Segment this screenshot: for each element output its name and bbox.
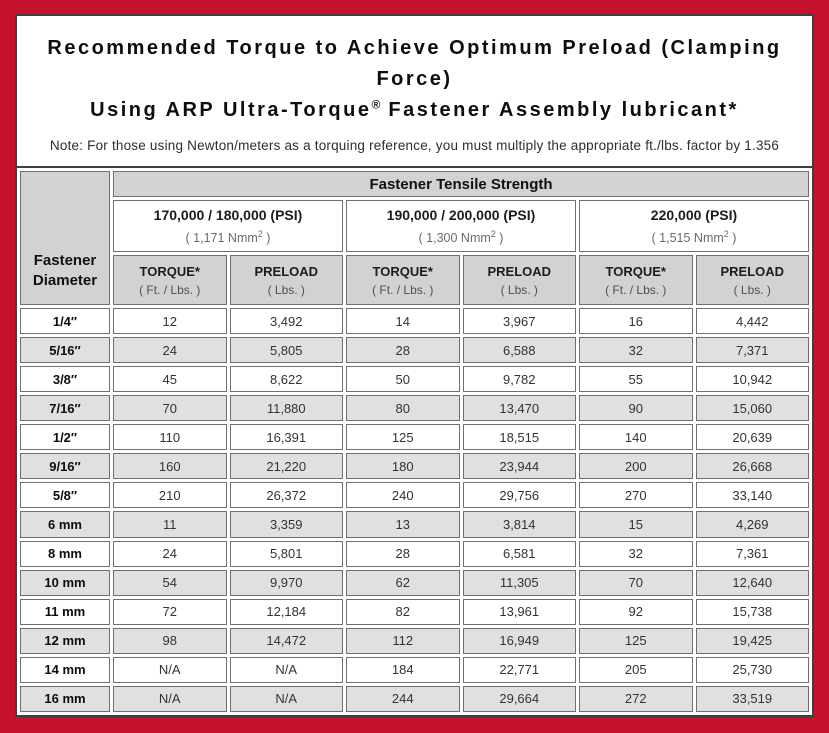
value-cell: 140 xyxy=(579,424,693,450)
fastener-diameter-cell: 5/16″ xyxy=(20,337,110,363)
value-cell: 9,970 xyxy=(230,570,344,596)
fastener-diameter-cell: 10 mm xyxy=(20,570,110,596)
fastener-diameter-cell: 3/8″ xyxy=(20,366,110,392)
nmm-label: ( 1,171 Nmm$^2$ ) xyxy=(185,228,271,246)
torque-column-header-3: TORQUE* ( Ft. / Lbs. ) xyxy=(579,255,693,305)
value-cell: 16,949 xyxy=(463,628,577,654)
value-cell: 54 xyxy=(113,570,227,596)
value-cell: 29,664 xyxy=(463,686,577,712)
value-cell: 6,588 xyxy=(463,337,577,363)
table-header-row-psi xyxy=(20,200,809,252)
value-cell: 90 xyxy=(579,395,693,421)
value-cell: 50 xyxy=(346,366,460,392)
value-cell: 5,805 xyxy=(230,337,344,363)
value-cell: N/A xyxy=(230,657,344,683)
tensile-strength-header: Fastener Tensile Strength xyxy=(113,171,809,197)
fastener-diameter-cell: 12 mm xyxy=(20,628,110,654)
title-block xyxy=(17,16,812,168)
value-cell: 29,756 xyxy=(463,482,577,508)
value-cell: 11,305 xyxy=(463,570,577,596)
fastener-diameter-header-line2: Diameter xyxy=(32,271,98,289)
torque-table-wrap xyxy=(17,168,812,715)
content-frame xyxy=(15,14,814,717)
value-cell: 45 xyxy=(113,366,227,392)
value-cell: 125 xyxy=(346,424,460,450)
table-row xyxy=(20,570,809,596)
title-line2-prefix: Using ARP Ultra-Torque xyxy=(90,99,372,121)
value-cell: 110 xyxy=(113,424,227,450)
torque-column-header-1: TORQUE* ( Ft. / Lbs. ) xyxy=(113,255,227,305)
value-cell: 9,782 xyxy=(463,366,577,392)
value-cell: 20,639 xyxy=(696,424,810,450)
value-cell: 180 xyxy=(346,453,460,479)
value-cell: 12 xyxy=(113,308,227,334)
table-row xyxy=(20,482,809,508)
torque-column-header-2: TORQUE* ( Ft. / Lbs. ) xyxy=(346,255,460,305)
value-cell: 24 xyxy=(113,337,227,363)
table-header-row-columns xyxy=(20,255,809,305)
value-cell: 210 xyxy=(113,482,227,508)
table-row xyxy=(20,686,809,712)
value-cell: 270 xyxy=(579,482,693,508)
value-cell: 13 xyxy=(346,511,460,537)
value-cell: 3,967 xyxy=(463,308,577,334)
value-cell: N/A xyxy=(230,686,344,712)
value-cell: 15 xyxy=(579,511,693,537)
value-cell: 4,269 xyxy=(696,511,810,537)
fastener-diameter-cell: 7/16″ xyxy=(20,395,110,421)
nmm-label: ( 1,300 Nmm$^2$ ) xyxy=(418,228,504,246)
conversion-note: Note: For those using Newton/meters as a torquing reference, you must multiply the appropriate ft./lbs. factor by 1.356 xyxy=(49,138,780,153)
table-row xyxy=(20,366,809,392)
table-row xyxy=(20,424,809,450)
psi-label: 190,000 / 200,000 (PSI) xyxy=(386,206,536,223)
value-cell: 11,880 xyxy=(230,395,344,421)
value-cell: 272 xyxy=(579,686,693,712)
value-cell: 5,801 xyxy=(230,541,344,567)
page-title-line2 xyxy=(23,95,806,126)
psi-label: 220,000 (PSI) xyxy=(650,206,738,223)
value-cell: 16,391 xyxy=(230,424,344,450)
table-row xyxy=(20,657,809,683)
table-row xyxy=(20,511,809,537)
strength-group-190-200 xyxy=(346,200,576,252)
value-cell: 14 xyxy=(346,308,460,334)
value-cell: 12,640 xyxy=(696,570,810,596)
value-cell: 10,942 xyxy=(696,366,810,392)
value-cell: N/A xyxy=(113,686,227,712)
value-cell: 15,738 xyxy=(696,599,810,625)
value-cell: 160 xyxy=(113,453,227,479)
value-cell: 3,359 xyxy=(230,511,344,537)
fastener-diameter-cell: 1/2″ xyxy=(20,424,110,450)
value-cell: 4,442 xyxy=(696,308,810,334)
fastener-diameter-cell: 6 mm xyxy=(20,511,110,537)
value-cell: 244 xyxy=(346,686,460,712)
value-cell: 24 xyxy=(113,541,227,567)
value-cell: 72 xyxy=(113,599,227,625)
preload-column-header-2: PRELOAD ( Lbs. ) xyxy=(463,255,577,305)
fastener-diameter-cell: 1/4″ xyxy=(20,308,110,334)
value-cell: 28 xyxy=(346,337,460,363)
strength-group-170-180 xyxy=(113,200,343,252)
value-cell: 32 xyxy=(579,337,693,363)
strength-group-220 xyxy=(579,200,809,252)
value-cell: 8,622 xyxy=(230,366,344,392)
value-cell: 125 xyxy=(579,628,693,654)
value-cell: 16 xyxy=(579,308,693,334)
value-cell: 70 xyxy=(113,395,227,421)
table-row xyxy=(20,308,809,334)
value-cell: 7,371 xyxy=(696,337,810,363)
value-cell: 6,581 xyxy=(463,541,577,567)
value-cell: N/A xyxy=(113,657,227,683)
value-cell: 7,361 xyxy=(696,541,810,567)
preload-column-header-3: PRELOAD ( Lbs. ) xyxy=(696,255,810,305)
value-cell: 14,472 xyxy=(230,628,344,654)
psi-label: 170,000 / 180,000 (PSI) xyxy=(153,206,303,223)
value-cell: 22,771 xyxy=(463,657,577,683)
fastener-diameter-cell: 11 mm xyxy=(20,599,110,625)
nmm-label: ( 1,515 Nmm$^2$ ) xyxy=(651,228,737,246)
fastener-diameter-header xyxy=(20,171,110,305)
value-cell: 3,492 xyxy=(230,308,344,334)
value-cell: 62 xyxy=(346,570,460,596)
table-row xyxy=(20,337,809,363)
table-row xyxy=(20,395,809,421)
table-header-row-tensile xyxy=(20,171,809,197)
value-cell: 92 xyxy=(579,599,693,625)
value-cell: 12,184 xyxy=(230,599,344,625)
value-cell: 11 xyxy=(113,511,227,537)
value-cell: 23,944 xyxy=(463,453,577,479)
value-cell: 33,140 xyxy=(696,482,810,508)
fastener-diameter-cell: 9/16″ xyxy=(20,453,110,479)
value-cell: 205 xyxy=(579,657,693,683)
torque-table xyxy=(17,168,812,715)
fastener-diameter-cell: 14 mm xyxy=(20,657,110,683)
page-title-line1: Recommended Torque to Achieve Optimum Preload (Clamping Force) xyxy=(47,37,782,90)
value-cell: 32 xyxy=(579,541,693,567)
table-row xyxy=(20,628,809,654)
value-cell: 3,814 xyxy=(463,511,577,537)
value-cell: 184 xyxy=(346,657,460,683)
fastener-diameter-header-line1: Fastener xyxy=(33,251,97,269)
preload-column-header-1: PRELOAD ( Lbs. ) xyxy=(230,255,344,305)
value-cell: 82 xyxy=(346,599,460,625)
value-cell: 15,060 xyxy=(696,395,810,421)
registered-trademark-symbol: ® xyxy=(371,97,381,112)
value-cell: 28 xyxy=(346,541,460,567)
value-cell: 70 xyxy=(579,570,693,596)
value-cell: 26,668 xyxy=(696,453,810,479)
value-cell: 25,730 xyxy=(696,657,810,683)
table-row xyxy=(20,453,809,479)
value-cell: 19,425 xyxy=(696,628,810,654)
value-cell: 13,961 xyxy=(463,599,577,625)
title-line2-suffix: Fastener Assembly lubricant* xyxy=(380,99,739,121)
value-cell: 55 xyxy=(579,366,693,392)
table-body xyxy=(20,308,809,712)
value-cell: 200 xyxy=(579,453,693,479)
fastener-diameter-cell: 5/8″ xyxy=(20,482,110,508)
value-cell: 98 xyxy=(113,628,227,654)
value-cell: 21,220 xyxy=(230,453,344,479)
value-cell: 26,372 xyxy=(230,482,344,508)
value-cell: 13,470 xyxy=(463,395,577,421)
value-cell: 240 xyxy=(346,482,460,508)
table-row xyxy=(20,541,809,567)
value-cell: 80 xyxy=(346,395,460,421)
table-row xyxy=(20,599,809,625)
fastener-diameter-cell: 8 mm xyxy=(20,541,110,567)
value-cell: 112 xyxy=(346,628,460,654)
value-cell: 18,515 xyxy=(463,424,577,450)
fastener-diameter-cell: 16 mm xyxy=(20,686,110,712)
value-cell: 33,519 xyxy=(696,686,810,712)
